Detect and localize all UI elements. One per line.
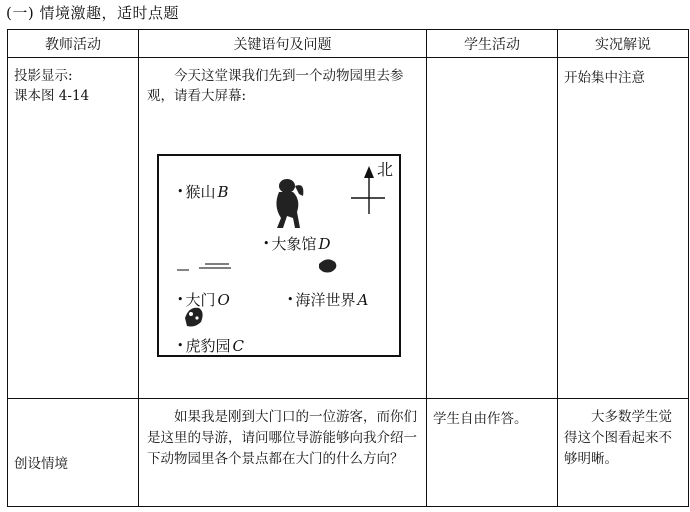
row1-key-text: 今天这堂课我们先到一个动物园里去参观，请看大屏幕:: [147, 68, 404, 105]
row1-key-cell: [139, 58, 427, 399]
map-place-ocean-world: • 海洋世界 A: [287, 291, 369, 310]
header-student-activity: 学生活动: [427, 30, 558, 58]
row1-commentary-cell: 开始集中注意: [558, 58, 689, 399]
row1-teacher-cell: [8, 58, 139, 399]
gate-icon: [177, 264, 231, 270]
table-row: [8, 398, 689, 506]
lesson-table: [7, 29, 689, 507]
row2-key-text: 如果我是刚到大门口的一位游客，而你们是这里的导游，请问哪位导游能够向我介绍一下动物园里各个景点都在大门的什么方向？: [147, 408, 417, 467]
row2-teacher-cell: 创设情境: [8, 398, 139, 506]
header-key-sentences: 关键语句及问题: [139, 30, 427, 58]
section-title: (一) 情境激趣，适时点题: [6, 4, 179, 22]
header-teacher-activity: 教师活动: [8, 30, 139, 58]
row2-commentary-text: 大多数学生觉得这个图看起来不够明晰。: [564, 408, 672, 467]
map-place-main-gate: • 大门 O: [177, 291, 230, 310]
table-row: [8, 58, 689, 399]
north-label: 北: [377, 160, 394, 180]
monkey-silhouette-icon: [276, 179, 303, 228]
sea-creature-icon: [319, 259, 336, 272]
map-place-tiger-leopard-park: • 虎豹园 C: [177, 337, 244, 356]
map-place-elephant-house: • 大象馆 D: [263, 235, 331, 254]
row1-student-cell: [427, 58, 558, 399]
row2-key-cell: [139, 398, 427, 506]
row2-student-cell: 学生自由作答。: [427, 398, 558, 506]
header-row: [8, 30, 689, 58]
map-place-monkey-hill: • 猴山 B: [177, 183, 229, 202]
row1-teacher-line2: 课本图 4-14: [14, 88, 90, 105]
tiger-silhouette-icon: [185, 308, 203, 327]
zoo-map: [157, 154, 401, 357]
row1-teacher-line1: 投影显示:: [14, 68, 73, 85]
row2-commentary-cell: [558, 398, 689, 506]
header-commentary: 实况解说: [558, 30, 689, 58]
